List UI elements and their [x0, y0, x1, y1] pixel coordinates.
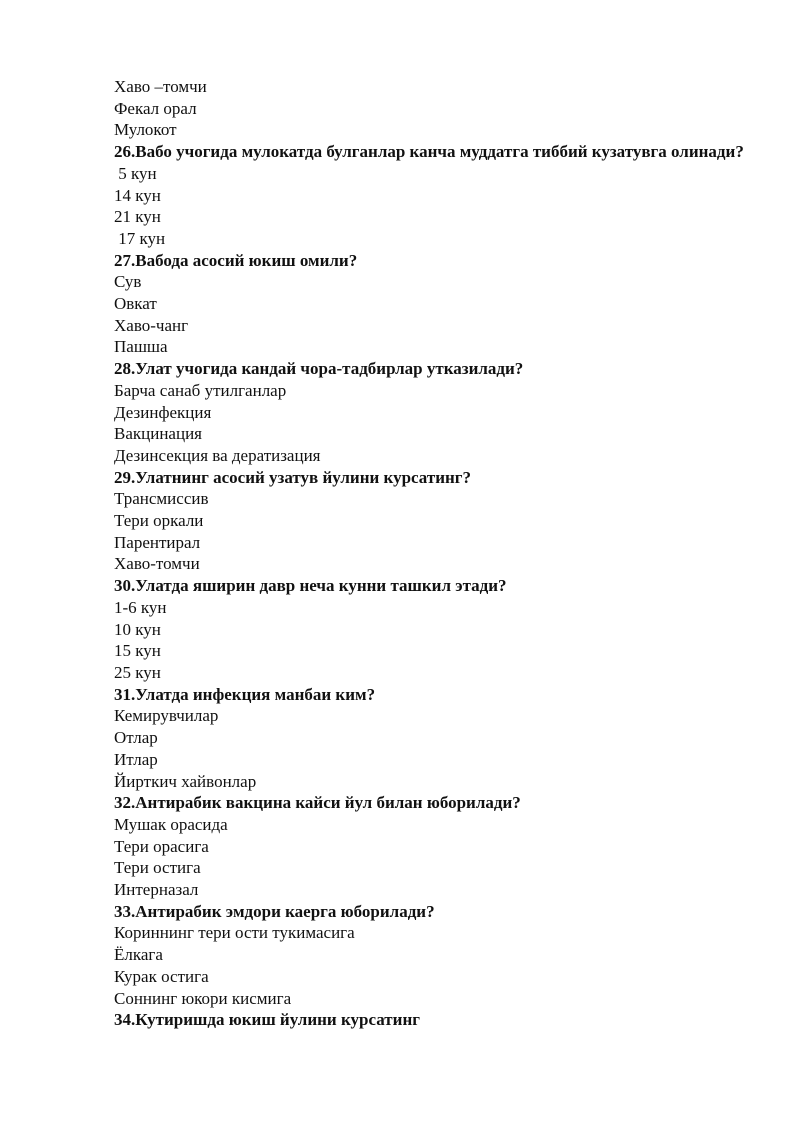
answer-option: Вакцинация [114, 424, 202, 444]
answer-option: Кориннинг тери ости тукимасига [114, 923, 355, 943]
answer-option: Кемирувчилар [114, 706, 219, 726]
answer-option: Тери орасига [114, 836, 209, 856]
question-text: 32.Антирабик вакцина кайси йул билан юборилади? [114, 793, 521, 813]
answer-option: Курак остига [114, 966, 209, 986]
answer-option: Хаво-томчи [114, 554, 200, 574]
document-page [114, 76, 754, 1031]
answer-option: Барча санаб утилганлар [114, 380, 287, 400]
answer-option: 1-6 кун [114, 597, 167, 617]
answer-option: Сув [114, 272, 142, 292]
answer-option: Тери оркали [114, 511, 204, 531]
answer-option: 15 кун [114, 641, 161, 661]
question-text: 27.Вабода асосий юкиш омили? [114, 250, 358, 270]
question-text: 31.Улатда инфекция манбаи ким? [114, 684, 376, 704]
answer-option: Овкат [114, 294, 157, 314]
question-text: 28.Улат учогида кандай чора-тадбирлар утказилади? [114, 359, 524, 379]
answer-option: Интерназал [114, 880, 199, 900]
answer-option: Отлар [114, 728, 158, 748]
answer-option: Хаво –томчи [114, 77, 207, 96]
question-text: 30.Улатда яширин давр неча кунни ташкил этади? [114, 576, 507, 596]
answer-option: Дезинсекция ва дератизация [114, 445, 321, 465]
answer-option: Пашша [114, 337, 168, 357]
question-text: 34.Кутиришда юкиш йулини курсатинг [114, 1010, 420, 1030]
answer-option: 21 кун [114, 207, 161, 227]
answer-option: Хаво-чанг [114, 315, 189, 335]
answer-option: Фекал орал [114, 98, 197, 118]
answer-option: 5 кун [114, 163, 157, 183]
question-text: 33.Антирабик эмдори каерга юборилади? [114, 901, 435, 921]
question-text: 26.Вабо учогида мулокатда булганлар канча муддатга тиббий кузатувга олинади? [114, 142, 744, 162]
answer-option: Ёлкага [114, 945, 163, 965]
question-text: 29.Улатнинг асосий узатув йулини курсатинг? [114, 467, 472, 487]
answer-option: Мулокот [114, 120, 177, 140]
answer-option: Парентирал [114, 532, 201, 552]
answer-option: 14 кун [114, 185, 161, 205]
answer-option: Йирткич хайвонлар [114, 771, 257, 791]
answer-option: Дезинфекция [114, 402, 212, 422]
answer-option: Тери остига [114, 858, 201, 878]
answer-option: Соннинг юкори кисмига [114, 988, 292, 1008]
answer-option: 17 кун [114, 228, 166, 248]
answer-option: 25 кун [114, 662, 161, 682]
answer-option: Мушак орасида [114, 814, 228, 834]
answer-option: Итлар [114, 749, 158, 769]
answer-option: Трансмиссив [114, 489, 209, 509]
answer-option: 10 кун [114, 619, 161, 639]
